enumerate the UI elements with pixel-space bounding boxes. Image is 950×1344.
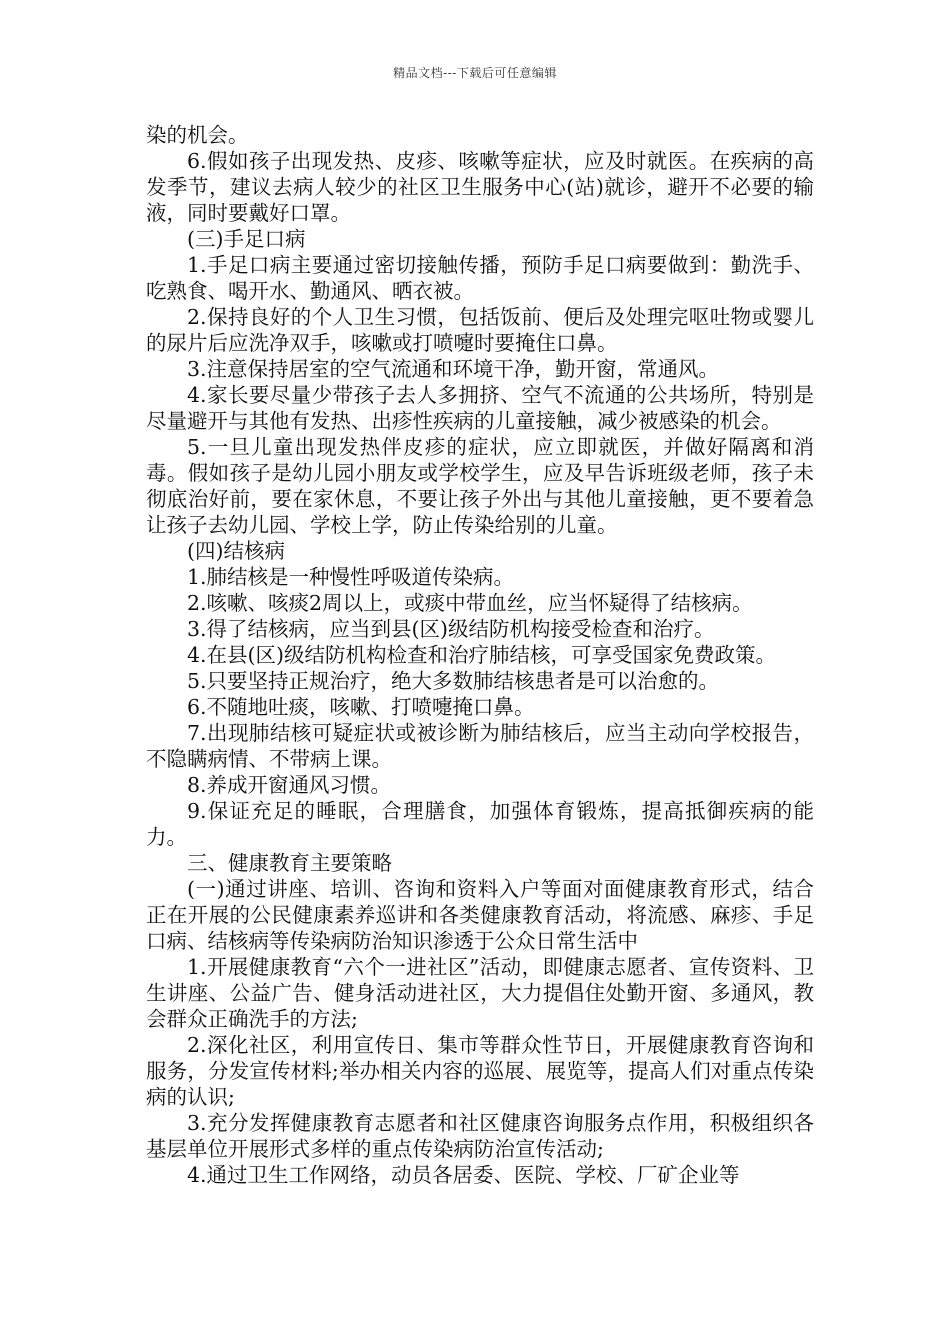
paragraph: 2.保持良好的个人卫生习惯，包括饭前、便后及处理完呕吐物或婴儿的尿片后应洗净双手，咳嗽或打喷嚏时要掩住口鼻。 xyxy=(146,305,814,355)
paragraph: 1.肺结核是一种慢性呼吸道传染病。 xyxy=(187,565,515,589)
paragraph: 2.咳嗽、咳痰2周以上，或痰中带血丝，应当怀疑得了结核病。 xyxy=(187,591,753,615)
paragraph: (一)通过讲座、培训、咨询和资料入户等面对面健康教育形式，结合正在开展的公民健康素养巡讲和各类健康教育活动，将流感、麻疹、手足口病、结核病等传染病防治知识渗透于公众日常生活中 xyxy=(146,877,814,953)
paragraph: 5.只要坚持正规治疗，绝大多数肺结核患者是可以治愈的。 xyxy=(187,669,720,693)
paragraph: 6.不随地吐痰，咳嗽、打喷嚏掩口鼻。 xyxy=(187,695,535,719)
paragraph: 3.充分发挥健康教育志愿者和社区健康咨询服务点作用，积极组织各基层单位开展形式多样的重点传染病防治宣传活动; xyxy=(146,1111,814,1161)
paragraph: 1.手足口病主要通过密切接触传播，预防手足口病要做到：勤洗手、吃熟食、喝开水、勤通风、晒衣被。 xyxy=(146,253,814,303)
paragraph: 4.在县(区)级结防机构检查和治疗肺结核，可享受国家免费政策。 xyxy=(187,643,777,667)
paragraph: 7.出现肺结核可疑症状或被诊断为肺结核后，应当主动向学校报告，不隐瞒病情、不带病上课。 xyxy=(146,721,814,771)
paragraph: 3.得了结核病，应当到县(区)级结防机构接受检查和治疗。 xyxy=(187,617,715,641)
page-header: 精品文档---下载后可任意编辑 xyxy=(393,66,557,80)
paragraph: 染的机会。 xyxy=(146,123,249,147)
paragraph: 1.开展健康教育“六个一进社区”活动，即健康志愿者、宣传资料、卫生讲座、公益广告、健身活动进社区，大力提倡住处勤开窗、多通风，教会群众正确洗手的方法; xyxy=(146,955,814,1031)
document-body xyxy=(146,122,814,1188)
paragraph: 4.通过卫生工作网络，动员各居委、医院、学校、厂矿企业等 xyxy=(187,1163,740,1187)
section-heading: (四)结核病 xyxy=(187,539,285,563)
paragraph: 4.家长要尽量少带孩子去人多拥挤、空气不流通的公共场所，特别是尽量避开与其他有发热、出疹性疾病的儿童接触，减少被感染的机会。 xyxy=(146,383,814,433)
section-heading: 三、健康教育主要策略 xyxy=(187,851,392,875)
section-heading: (三)手足口病 xyxy=(187,227,306,251)
paragraph: 2.深化社区，利用宣传日、集市等群众性节日，开展健康教育咨询和服务，分发宣传材料;举办相关内容的巡展、展览等，提高人们对重点传染病的认识; xyxy=(146,1033,814,1109)
paragraph: 9.保证充足的睡眠，合理膳食，加强体育锻炼，提高抵御疾病的能力。 xyxy=(146,799,814,849)
paragraph: 6.假如孩子出现发热、皮疹、咳嗽等症状，应及时就医。在疾病的高发季节，建议去病人较少的社区卫生服务中心(站)就诊，避开不必要的输液，同时要戴好口罩。 xyxy=(146,149,814,225)
paragraph: 8.养成开窗通风习惯。 xyxy=(187,773,392,797)
paragraph: 5.一旦儿童出现发热伴皮疹的症状，应立即就医，并做好隔离和消毒。假如孩子是幼儿园小朋友或学校学生，应及早告诉班级老师，孩子未彻底治好前，要在家休息，不要让孩子外出与其他儿童接触，更不要着急让孩子去幼儿园、学校上学，防止传染给别的儿童。 xyxy=(146,435,814,537)
paragraph: 3.注意保持居室的空气流通和环境干净，勤开窗，常通风。 xyxy=(187,357,720,381)
